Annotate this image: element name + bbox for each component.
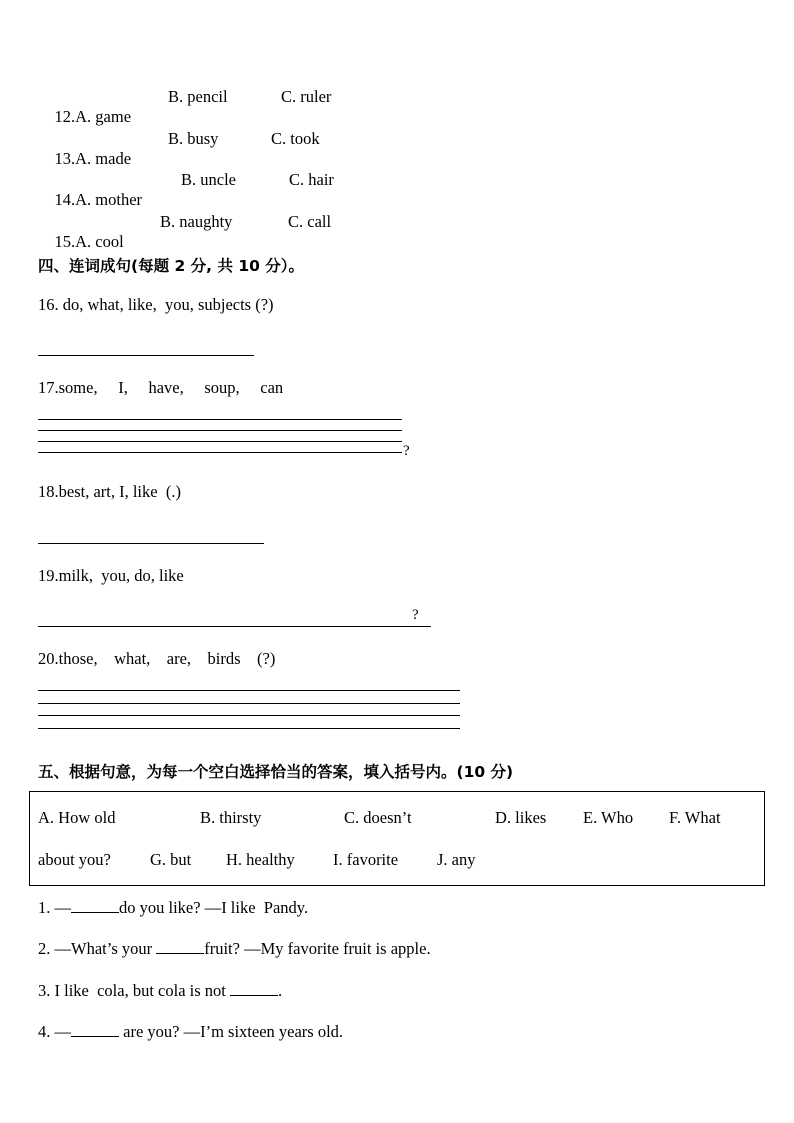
answer-line-20d[interactable] [38, 728, 460, 729]
answer-line-17c[interactable] [38, 441, 402, 442]
section5-heading: 五、根据句意，为每一个空白选择恰当的答案，填入括号内。(10 分) [38, 763, 514, 781]
question-16: 16. do, what, like, you, subjects (?) [38, 295, 274, 314]
question-18: 18.best, art, I, like (.) [38, 482, 181, 501]
question-mark: ? [403, 443, 410, 459]
option-b: B. busy [168, 129, 219, 148]
option-a: A. game [75, 107, 132, 126]
answer-blank[interactable] [71, 898, 119, 913]
word-bank-option-f-continued: about you? [38, 850, 111, 869]
option-c: C. hair [289, 170, 334, 189]
question-mark: ? [412, 607, 419, 623]
option-a: A. made [75, 149, 132, 168]
option-c: C. took [271, 129, 320, 148]
answer-blank[interactable] [71, 1022, 119, 1037]
fill-question-1 [38, 898, 308, 918]
answer-line-20b[interactable] [38, 703, 460, 704]
question-number: 15. [54, 232, 76, 251]
question-text: fruit? —My favorite fruit is apple. [204, 939, 431, 958]
word-bank-option-b: B. thirsty [200, 808, 262, 827]
option-b: B. naughty [160, 212, 233, 231]
answer-line-16[interactable] [38, 355, 254, 356]
question-20: 20.those, what, are, birds (?) [38, 649, 276, 668]
question-text: 2. —What’s your [38, 939, 157, 958]
question-number: 12. [54, 107, 76, 126]
question-number: 13. [54, 149, 76, 168]
answer-blank[interactable] [230, 981, 278, 996]
answer-line-20a[interactable] [38, 690, 460, 691]
word-bank-option-d: D. likes [495, 808, 547, 827]
option-a: A. mother [75, 190, 143, 209]
answer-line-19[interactable] [38, 626, 431, 627]
option-a: A. cool [75, 232, 124, 251]
question-17: 17.some, I, have, soup, can [38, 378, 284, 397]
word-bank-option-f: F. What [669, 808, 721, 827]
question-19: 19.milk, you, do, like [38, 566, 184, 585]
option-b: B. uncle [181, 170, 236, 189]
answer-line-17d[interactable] [38, 452, 402, 453]
question-text: . [278, 981, 283, 1000]
question-text: 1. — [38, 898, 71, 917]
question-text: do you like? —I like Pandy. [119, 898, 309, 917]
word-bank-box [29, 791, 765, 886]
option-b: B. pencil [168, 87, 228, 106]
question-text: 3. I like cola, but cola is not [38, 981, 230, 1000]
question-text: 4. — [38, 1022, 71, 1041]
question-number: 14. [54, 190, 76, 209]
question-text: are you? —I’m sixteen years old. [119, 1022, 344, 1041]
section4-heading: 四、连词成句(每题 2 分, 共 10 分）。 [38, 257, 305, 275]
word-bank-option-e: E. Who [583, 808, 634, 827]
word-bank-option-j: J. any [437, 850, 476, 869]
answer-line-17a[interactable] [38, 419, 402, 420]
fill-question-3 [38, 981, 282, 1001]
word-bank-option-h: H. healthy [226, 850, 295, 869]
answer-line-20c[interactable] [38, 715, 460, 716]
option-c: C. ruler [281, 87, 332, 106]
answer-line-17b[interactable] [38, 430, 402, 431]
fill-question-4 [38, 1022, 343, 1042]
option-c: C. call [288, 212, 332, 231]
fill-question-2 [38, 939, 431, 959]
word-bank-option-c: C. doesn’t [344, 808, 412, 827]
word-bank-option-i: I. favorite [333, 850, 399, 869]
answer-line-18[interactable] [38, 543, 264, 544]
word-bank-option-a: A. How old [38, 808, 116, 827]
word-bank-option-g: G. but [150, 850, 192, 869]
answer-blank[interactable] [156, 939, 204, 954]
